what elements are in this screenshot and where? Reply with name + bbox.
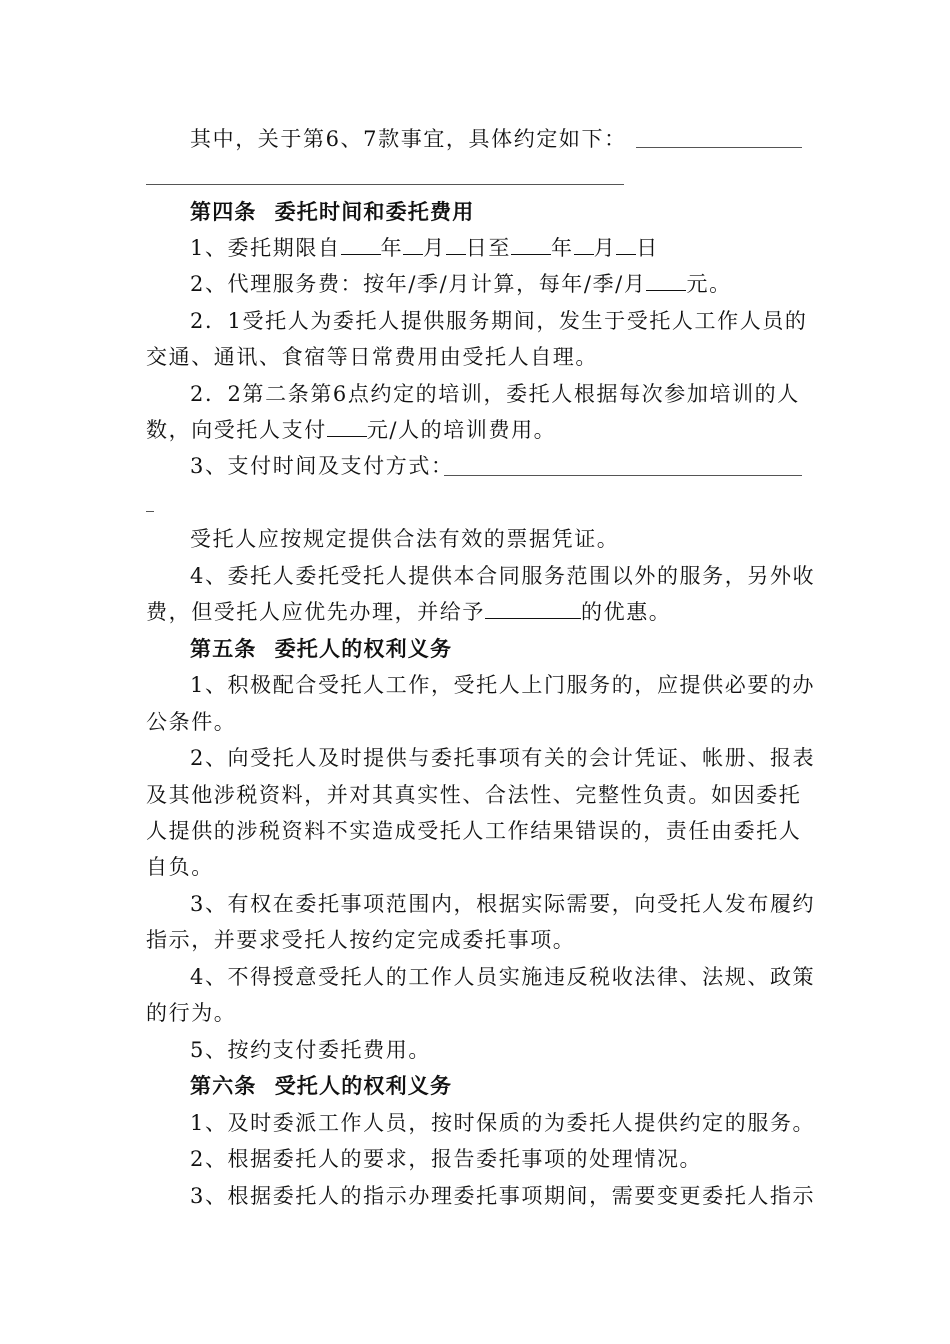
blank-underline <box>646 270 686 291</box>
blank-underline <box>327 416 367 437</box>
section-heading-4 <box>190 198 806 226</box>
section-number: 第五条 <box>190 636 257 661</box>
paragraph-line <box>190 963 816 991</box>
blank-underline <box>341 234 381 255</box>
text: 人提供的涉税资料不实造成受托人工作结果错误的，责任由委托人 <box>146 819 802 843</box>
text: 元。 <box>686 272 732 296</box>
section-name: 委托时间和委托费用 <box>274 199 475 224</box>
paragraph-line <box>146 416 806 444</box>
paragraph-line <box>190 307 806 335</box>
paragraph-line <box>146 926 806 954</box>
text: 月 <box>593 236 617 260</box>
text: 公条件。 <box>146 710 237 734</box>
text: 4、不得授意受托人的工作人员实施违反税收法律、法规、政策 <box>190 965 816 989</box>
section-number: 第四条 <box>190 199 257 224</box>
paragraph-line <box>146 708 806 736</box>
blank-underline <box>511 234 551 255</box>
paragraph-line <box>190 671 816 699</box>
section-name: 委托人的权利义务 <box>274 636 453 661</box>
paragraph-line <box>146 853 806 881</box>
text: 交通、通讯、食宿等日常费用由受托人自理。 <box>146 345 598 369</box>
text: 年 <box>550 236 574 260</box>
text: 日 <box>636 236 659 260</box>
paragraph-line <box>190 890 816 918</box>
text: 的行为。 <box>146 1001 237 1025</box>
text: 1、委托期限自 <box>190 236 341 260</box>
section-number: 第六条 <box>190 1073 257 1098</box>
blank-underline <box>574 234 594 255</box>
paragraph-line <box>146 343 806 371</box>
section-heading-6 <box>190 1072 806 1100</box>
blank-underline <box>403 234 423 255</box>
text: 指示，并要求受托人按约定完成委托事项。 <box>146 928 576 952</box>
paragraph-line <box>190 744 816 772</box>
text: 2、代理服务费：按年/季/月计算，每年/季/月 <box>190 272 647 296</box>
blank-underline <box>146 511 154 512</box>
paragraph-line <box>190 525 806 553</box>
text: 其中，关于第6、7款事宜，具体约定如下： <box>190 127 627 151</box>
text: 3、支付时间及支付方式： <box>190 454 454 478</box>
text: 2．2第二条第6点约定的培训，委托人根据每次参加培训的人 <box>190 382 800 406</box>
text: 1、积极配合受托人工作，受托人上门服务的，应提供必要的办 <box>190 673 816 697</box>
blank-underline <box>146 184 624 185</box>
blank-underline <box>616 234 636 255</box>
text: 5、按约支付委托费用。 <box>190 1038 431 1062</box>
text: 自负。 <box>146 855 214 879</box>
paragraph-line <box>190 234 806 262</box>
text: 3、根据委托人的指示办理委托事项期间，需要变更委托人指示 <box>190 1184 816 1208</box>
paragraph-line <box>190 380 806 408</box>
text: 费，但受托人应优先办理，并给予 <box>146 600 485 624</box>
text: 的优惠。 <box>581 600 672 624</box>
blank-underline <box>636 147 802 148</box>
text: 月 <box>423 236 446 260</box>
paragraph-line <box>190 1145 806 1173</box>
section-name: 受托人的权利义务 <box>274 1073 453 1098</box>
paragraph-line <box>190 270 806 298</box>
text: 元/人的培训费用。 <box>366 418 557 442</box>
paragraph-line <box>190 1036 806 1064</box>
paragraph-line <box>190 125 806 153</box>
text: 1、及时委派工作人员，按时保质的为委托人提供约定的服务。 <box>190 1111 816 1135</box>
paragraph-line <box>146 598 806 626</box>
text: 年 <box>380 236 404 260</box>
text: 及其他涉税资料，并对其真实性、合法性、完整性负责。如因委托 <box>146 783 802 807</box>
blank-underline <box>446 234 466 255</box>
paragraph-line <box>146 817 806 845</box>
text: 3、有权在委托事项范围内，根据实际需要，向受托人发布履约 <box>190 892 816 916</box>
text: 数，向受托人支付 <box>146 418 327 442</box>
paragraph-line <box>190 562 816 590</box>
blank-underline <box>444 475 802 476</box>
blank-underline <box>485 598 581 619</box>
text: 受托人应按规定提供合法有效的票据凭证。 <box>190 527 620 551</box>
text: 4、委托人委托受托人提供本合同服务范围以外的服务，另外收 <box>190 564 816 588</box>
paragraph-line <box>190 1109 816 1137</box>
paragraph-line <box>146 999 806 1027</box>
text: 2、向受托人及时提供与委托事项有关的会计凭证、帐册、报表 <box>190 746 816 770</box>
text: 2．1受托人为委托人提供服务期间，发生于受托人工作人员的 <box>190 309 808 333</box>
text: 2、根据委托人的要求，报告委托事项的处理情况。 <box>190 1147 703 1171</box>
section-heading-5 <box>190 635 806 663</box>
paragraph-line <box>146 781 806 809</box>
text: 日至 <box>465 236 511 260</box>
paragraph-line <box>190 1182 816 1210</box>
